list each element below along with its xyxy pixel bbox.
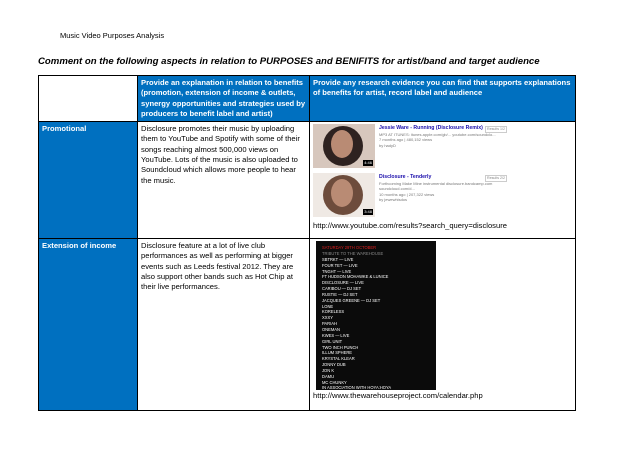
- video-views: 7 months ago | 480,152 views: [379, 137, 433, 143]
- evidence-url: http://www.youtube.com/results?search_query=disclosure: [313, 221, 507, 231]
- poster-lineup-item: JON K: [322, 367, 335, 373]
- poster-lineup-item: JACQUES GREENE — DJ SET: [322, 297, 381, 303]
- row-explanation: Disclosure feature at a lot of live club performances as well as performing at bigger events such as Leeds festival 2012. They are also support other bands such as Hot Chip at their live performances.: [138, 239, 310, 411]
- video-channel: by hadyD: [379, 142, 396, 148]
- document-header: Music Video Purposes Analysis: [60, 31, 165, 40]
- poster-lineup-item: DISCLOSURE — LIVE: [322, 280, 364, 286]
- evidence-url: http://www.thewarehouseproject.com/calendar.php: [313, 391, 483, 401]
- poster-lineup-item: TWO INCH PUNCH: [322, 344, 359, 350]
- event-poster-image: [316, 241, 436, 390]
- poster-title: SATURDAY 29TH OCTOBER: [322, 245, 377, 251]
- poster-lineup-item: IN ASSOCIATION WITH HOYA:HOYA: [322, 385, 392, 391]
- poster-lineup-item: FT HUDSON MOHAWKE & LUNICE: [322, 274, 389, 280]
- video-title: Jessie Ware - Running (Disclosure Remix): [379, 125, 483, 132]
- row-label-extension-of-income: Extension of income: [39, 239, 138, 411]
- poster-lineup-item: XXXY: [322, 315, 333, 321]
- video-title: Disclosure - Tenderly: [379, 174, 432, 181]
- video-description: Forthcoming Make Mine instrumental disclosure.bandcamp.com soundcloud.com/d...: [379, 181, 493, 192]
- table-header-row: [39, 76, 576, 122]
- poster-lineup-item: FOUR TET — LIVE: [322, 262, 358, 268]
- poster-lineup-item: KWES — LIVE: [322, 332, 350, 338]
- column-header-evidence: Provide any research evidence you can find that supports explanations of benefits for artist, record label and audience: [310, 76, 576, 122]
- table-header-empty-cell: [39, 76, 138, 122]
- poster-lineup-item: TNGHT — LIVE: [322, 268, 352, 274]
- poster-lineup-item: MC CHUNKY: [322, 379, 347, 385]
- video-views: 10 months ago | 207,322 views: [379, 191, 435, 197]
- row-evidence: [310, 122, 576, 239]
- page-title: Comment on the following aspects in relation to PURPOSES and BENIFITS for artist/band and target audience: [38, 56, 540, 67]
- video-thumbnail: [313, 173, 375, 217]
- poster-lineup-item: ONEMAN: [322, 327, 340, 332]
- poster-lineup-item: LONE: [322, 303, 334, 309]
- poster-lineup-item: JONNY DUB: [322, 362, 346, 368]
- youtube-results-screenshot: [313, 124, 513, 219]
- video-description: MP3 AT ITUNES: itunes.apple.com/gb/... youtube.com/soundclo...: [379, 132, 496, 138]
- video-meta: [379, 181, 507, 202]
- result-badge: Results 2/2: [487, 176, 505, 181]
- video-duration: 4:46: [364, 160, 372, 166]
- poster-lineup-item: KORELESS: [322, 309, 345, 315]
- analysis-table: [38, 75, 576, 411]
- result-badge: Results 1/2: [487, 127, 505, 132]
- poster-lineup-item: PARIAH: [322, 321, 337, 327]
- video-channel: by jewewhisdos: [379, 196, 408, 202]
- poster-lineup-item: RUSTIE — DJ SET: [322, 291, 358, 297]
- row-explanation: Disclosure promotes their music by uploading them to YouTube and Spotify with some of their songs reaching almost 500,000 views on YouTube. Lots of the music is also uploaded to Soundcloud which allows more people to hear the music.: [138, 122, 310, 239]
- video-meta: [379, 132, 507, 148]
- poster-lineup-item: KRYSTAL KLEAR: [322, 356, 355, 362]
- poster-lineup-item: DAMU: [322, 373, 335, 379]
- poster-lineup-item: GIRL UNIT: [322, 338, 343, 344]
- row-label-promotional: Promotional: [39, 122, 138, 239]
- poster-lineup-item: ILLUM SPHERE: [322, 350, 353, 356]
- poster-lineup-item: SBTRKT — LIVE: [322, 256, 354, 262]
- youtube-result-item: [313, 173, 511, 217]
- video-thumbnail: [313, 124, 375, 168]
- table-row: [39, 239, 576, 411]
- poster-subtitle: TRIBUTE TO THE WAREHOUSE: [322, 251, 384, 257]
- table-row: [39, 122, 576, 239]
- video-duration: 3:48: [364, 209, 372, 215]
- poster-lineup-item: CARIBOU — DJ SET: [322, 286, 362, 292]
- poster-lineup: [316, 241, 436, 390]
- column-header-explanation: Provide an explanation in relation to benefits (promotion, extension of income & outlets, synergy opportunities and strategies used by producers to benefit label and artist): [138, 76, 310, 122]
- youtube-result-item: [313, 124, 511, 168]
- row-evidence: [310, 239, 576, 411]
